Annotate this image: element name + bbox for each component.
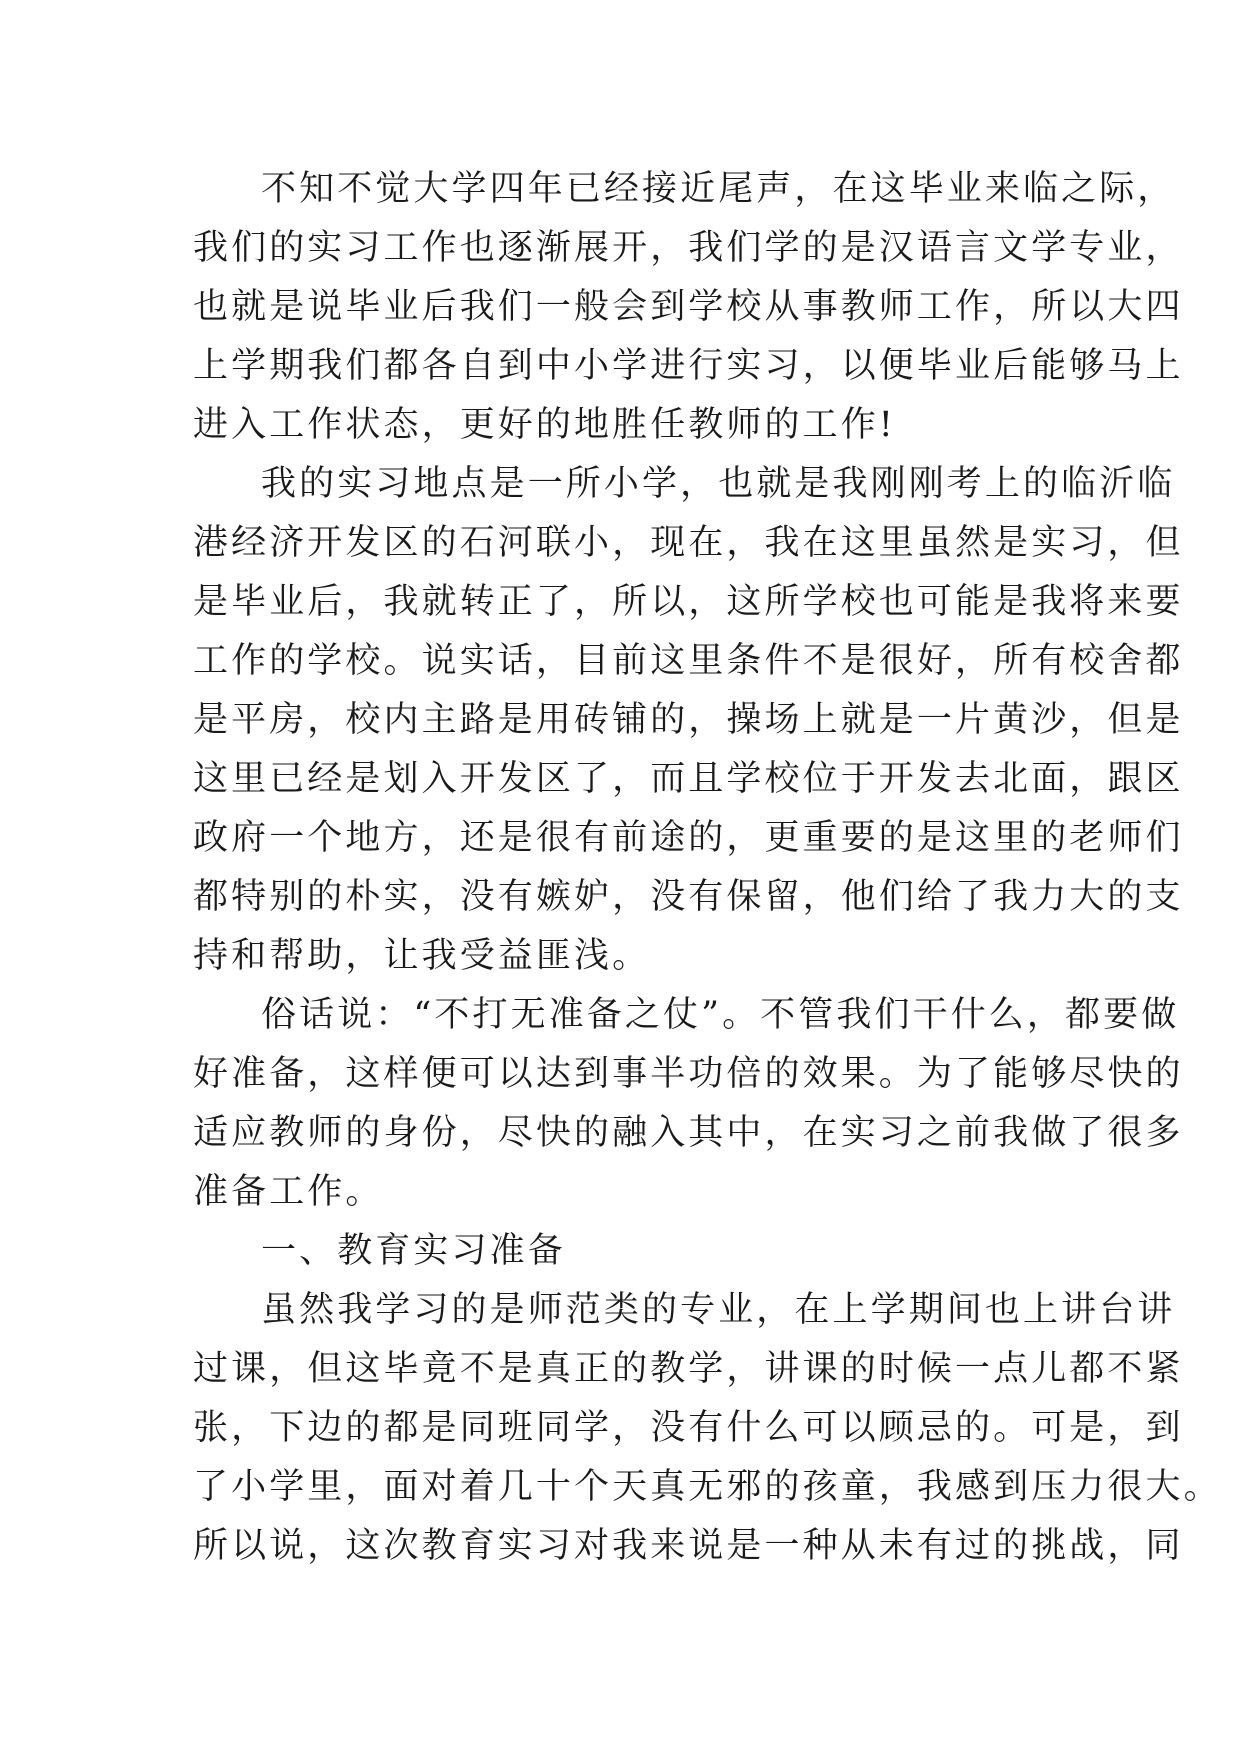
paragraph-1-line-1: 不知不觉大学四年已经接近尾声，在这毕业来临之际， [261,169,1176,209]
section-heading: 一、教育实习准备 [261,1231,566,1271]
paragraph-5-line-3: 张，下边的都是同班同学，没有什么可以顾忌的。可是，到 [193,1408,1184,1448]
paragraph-1-line-4: 上学期我们都各自到中小学进行实习，以便毕业后能够马上 [193,346,1184,386]
paragraph-2-line-7: 政府一个地方，还是很有前途的，更重要的是这里的老师们 [193,818,1184,858]
paragraph-2-line-6: 这里已经是划入开发区了，而且学校位于开发去北面，跟区 [193,759,1184,799]
paragraph-5-line-5: 所以说，这次教育实习对我来说是一种从未有过的挑战，同 [193,1526,1184,1566]
paragraph-1-line-3: 也就是说毕业后我们一般会到学校从事教师工作，所以大四 [193,287,1184,327]
paragraph-2-line-8: 都特别的朴实，没有嫉妒，没有保留，他们给了我力大的支 [193,877,1184,917]
paragraph-2-line-3: 是毕业后，我就转正了，所以，这所学校也可能是我将来要 [193,582,1184,622]
paragraph-2-line-4: 工作的学校。说实话，目前这里条件不是很好，所有校舍都 [193,641,1184,681]
paragraph-3-line-3: 适应教师的身份，尽快的融入其中，在实习之前我做了很多 [193,1113,1184,1153]
paragraph-2-line-1: 我的实习地点是一所小学，也就是我刚刚考上的临沂临 [261,464,1176,504]
paragraph-5-line-4: 了小学里，面对着几十个天真无邪的孩童，我感到压力很大。 [193,1467,1222,1507]
paragraph-5-line-1: 虽然我学习的是师范类的专业，在上学期间也上讲台讲 [261,1290,1176,1330]
document-body [193,160,1222,1576]
paragraph-3-line-1: 俗话说：“不打无准备之仗”。不管我们干什么，都要做 [261,995,1180,1035]
paragraph-2-line-2: 港经济开发区的石河联小，现在，我在这里虽然是实习，但 [193,523,1184,563]
paragraph-2-line-9: 持和帮助，让我受益匪浅。 [193,936,651,976]
paragraph-3-line-4: 准备工作。 [193,1172,384,1212]
paragraph-3-line-2: 好准备，这样便可以达到事半功倍的效果。为了能够尽快的 [193,1054,1184,1094]
paragraph-5-line-2: 过课，但这毕竟不是真正的教学，讲课的时候一点儿都不紧 [193,1349,1184,1389]
paragraph-1-line-5: 进入工作状态，更好的地胜任教师的工作! [193,405,896,445]
paragraph-2-line-5: 是平房，校内主路是用砖铺的，操场上就是一片黄沙，但是 [193,700,1184,740]
paragraph-1-line-2: 我们的实习工作也逐渐展开，我们学的是汉语言文学专业， [193,228,1184,268]
